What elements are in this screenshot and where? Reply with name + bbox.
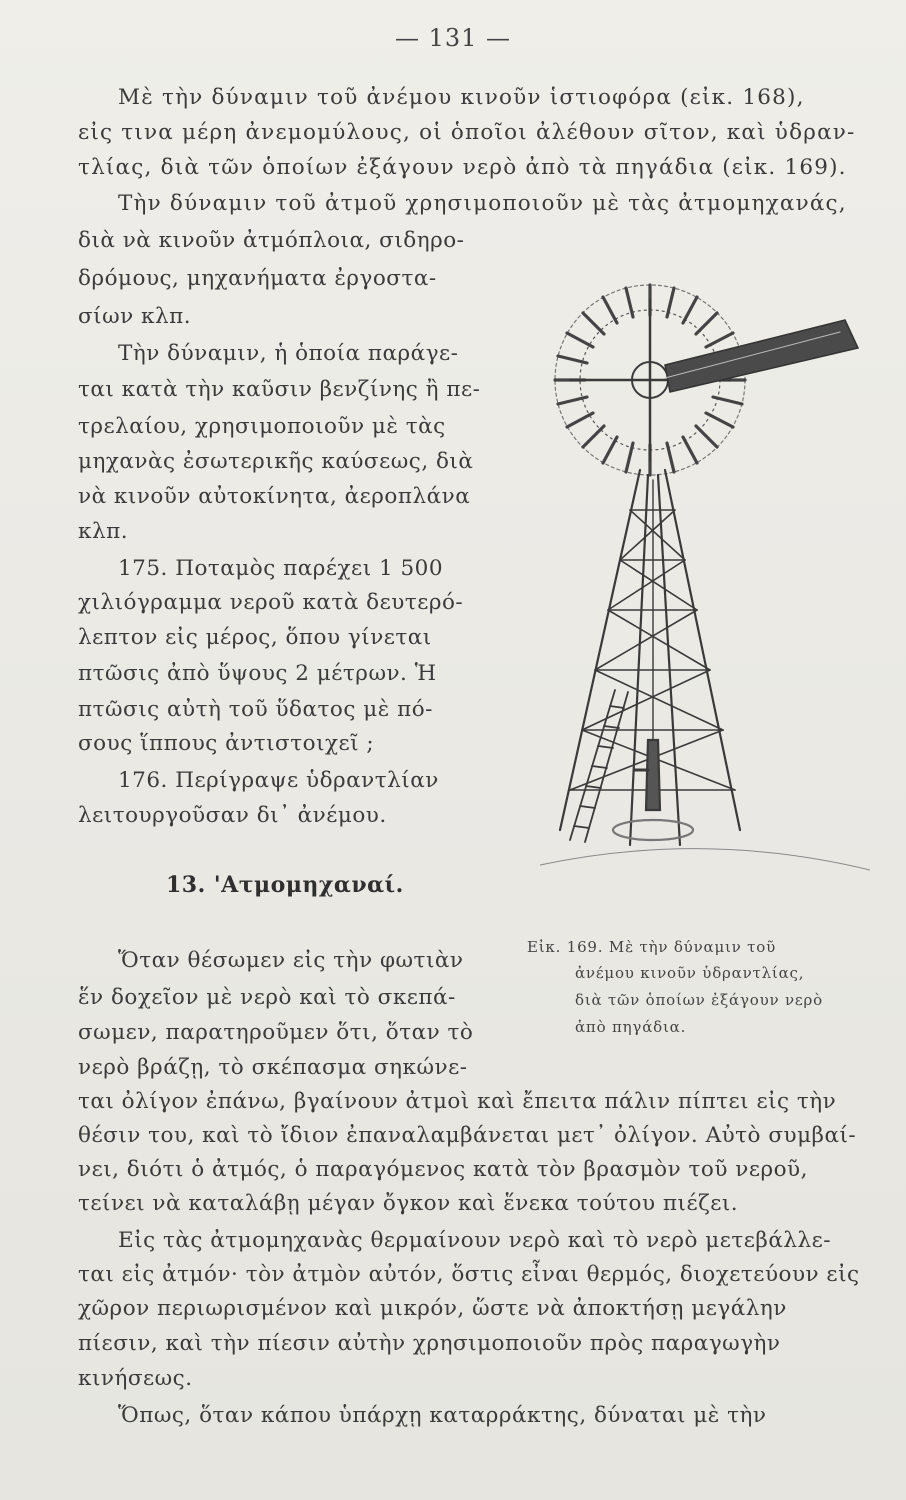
text-line: 176. Περίγραψε ὑδραντλίαν: [118, 768, 439, 793]
text-line: κινήσεως.: [78, 1366, 193, 1391]
text-line: νερὸ βράζῃ, τὸ σκέπασμα σηκώνε-: [78, 1055, 468, 1080]
text-line: δρόμους, μηχανήματα ἐργοστα-: [78, 266, 437, 291]
text-line: σίων κλπ.: [78, 304, 192, 329]
text-line: πίεσιν, καὶ τὴν πίεσιν αὐτὴν χρησιμοποιοῦν πρὸς παραγωγὴν: [78, 1331, 781, 1356]
text-line: μηχανὰς ἐσωτερικῆς καύσεως, διὰ: [78, 449, 474, 474]
text-line: πτῶσις αὐτὴ τοῦ ὕδατος μὲ πό-: [78, 697, 433, 722]
page-number: — 131 —: [394, 24, 512, 52]
text-line: σους ἵππους ἀντιστοιχεῖ ;: [78, 731, 375, 756]
figure-caption: ἀπὸ πηγάδια.: [575, 1018, 687, 1036]
text-line: Μὲ τὴν δύναμιν τοῦ ἀνέμου κινοῦν ἱστιοφόρα (εἰκ. 168),: [118, 85, 805, 110]
text-line: ἕν δοχεῖον μὲ νερὸ καὶ τὸ σκεπά-: [78, 985, 456, 1010]
text-line: Εἰς τὰς ἀτμομηχανὰς θερμαίνουν νερὸ καὶ τὸ νερὸ μετεβάλλε-: [118, 1228, 832, 1253]
figure-caption: Εἰκ. 169. Μὲ τὴν δύναμιν τοῦ: [527, 938, 777, 956]
text-line: λεπτον εἰς μέρος, ὅπου γίνεται: [78, 625, 432, 650]
text-line: ται ὀλίγον ἐπάνω, βγαίνουν ἀτμοὶ καὶ ἔπειτα πάλιν πίπτει εἰς τὴν: [78, 1089, 837, 1114]
text-line: εἰς τινα μέρη ἀνεμομύλους, οἱ ὁποῖοι ἀλέθουν σῖτον, καὶ ὑδραν-: [78, 120, 856, 145]
text-line: τρελαίου, χρησιμοποιοῦν μὲ τὰς: [78, 414, 446, 439]
windmill-illustration: [540, 270, 870, 900]
text-line: πτῶσις ἀπὸ ὕψους 2 μέτρων. Ἡ: [78, 661, 437, 686]
text-line: χιλιόγραμμα νεροῦ κατὰ δευτερό-: [78, 590, 464, 615]
text-line: νει, διότι ὁ ἀτμός, ὁ παραγόμενος κατὰ τὸν βρασμὸν τοῦ νεροῦ,: [78, 1157, 808, 1182]
text-line: Τὴν δύναμιν τοῦ ἀτμοῦ χρησιμοποιοῦν μὲ τὰς ἀτμομηχανάς,: [118, 191, 847, 216]
text-line: διὰ νὰ κινοῦν ἀτμόπλοια, σιδηρο-: [78, 228, 465, 253]
text-line: θέσιν του, καὶ τὸ ἴδιον ἐπαναλαμβάνεται μετ᾽ ὀλίγον. Αὐτὸ συμβαί-: [78, 1123, 857, 1148]
text-line: τείνει νὰ καταλάβῃ μέγαν ὄγκον καὶ ἕνεκα τούτου πιέζει.: [78, 1191, 739, 1216]
text-line: ται κατὰ τὴν καῦσιν βενζίνης ἢ πε-: [78, 377, 481, 402]
text-line: 175. Ποταμὸς παρέχει 1 500: [118, 556, 444, 581]
figure-caption: ἀνέμου κινοῦν ὑδραντλίας,: [575, 964, 805, 982]
text-line: λειτουργοῦσαν δι᾽ ἀνέμου.: [78, 803, 387, 828]
section-heading: 13. 'Ατμομηχαναί.: [166, 872, 404, 898]
text-line: χῶρον περιωρισμένον καὶ μικρόν, ὥστε νὰ ἀποκτήσῃ μεγάλην: [78, 1296, 787, 1321]
text-line: κλπ.: [78, 519, 129, 544]
text-line: νὰ κινοῦν αὐτοκίνητα, ἀεροπλάνα: [78, 484, 471, 509]
text-line: τλίας, διὰ τῶν ὁποίων ἐξάγουν νερὸ ἀπὸ τὰ πηγάδια (εἰκ. 169).: [78, 155, 847, 180]
tower: [540, 470, 870, 870]
text-line: Ὅπως, ὅταν κάπου ὑπάρχῃ καταρράκτης, δύναται μὲ τὴν: [118, 1403, 767, 1428]
figure-caption: διὰ τῶν ὁποίων ἐξάγουν νερὸ: [575, 991, 823, 1009]
text-line: σωμεν, παρατηροῦμεν ὅτι, ὅταν τὸ: [78, 1020, 474, 1045]
text-line: ται εἰς ἀτμόν· τὸν ἀτμὸν αὐτόν, ὅστις εἶναι θερμός, διοχετεύουν εἰς: [78, 1262, 860, 1287]
text-line: Ὅταν θέσωμεν εἰς τὴν φωτιὰν: [118, 948, 464, 973]
tail-vane: [665, 320, 858, 392]
text-line: Τὴν δύναμιν, ἡ ὁποία παράγε-: [118, 341, 459, 366]
